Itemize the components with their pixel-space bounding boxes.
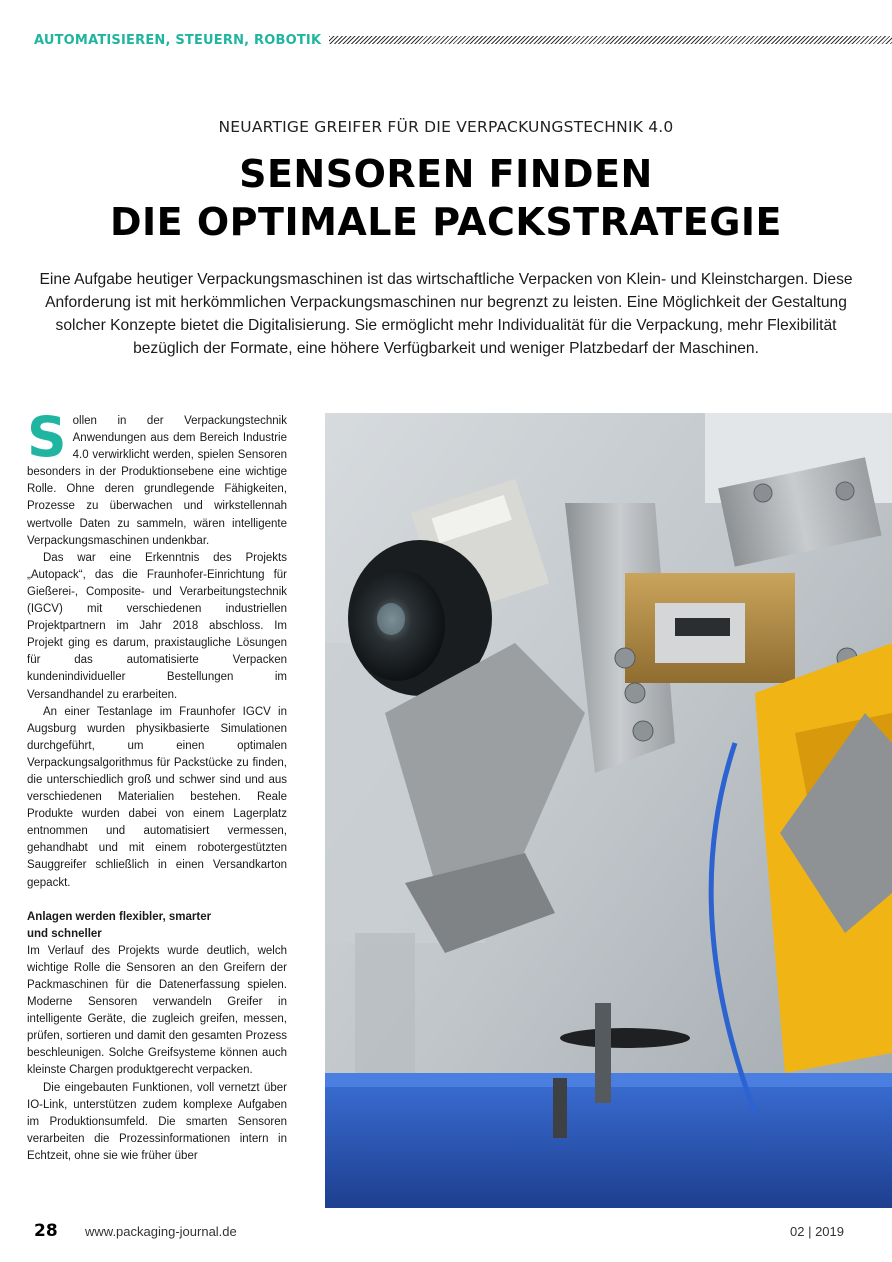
article-lead: Eine Aufgabe heutiger Verpackungsmaschinen ist das wirtschaftliche Verpacken von Klein- und Kleinstchargen. Diese Anforderung ist mit herkömmlichen Verpackungsmaschinen nur begrenzt zu leisten. Eine Möglichkeit der Gestaltung solcher Konzepte bietet die Digitalisierung. Sie ermöglicht mehr Individualität für die Verpackung, mehr Flexibilität bezüglich der Formate, eine höhere Verfügbarkeit und weniger Platzbedarf der Maschinen. (39, 271, 853, 357)
paragraph-3: An einer Testanlage im Fraunhofer IGCV in Augsburg wurden physikbasierte Simulationen durchgeführt, um einen optimalen Verpackungsalgorithmus für Packstücke zu finden, die unterschiedlich groß und schwer sind und aus verschiedenen Materialien bestehen. Reale Produkte wurden dabei von einem Lagerplatz entnommen und automatisiert vermessen, gehandhabt und mit einem robotergestützten Sauggreifer schließlich in einen Versandkarton gepackt. (27, 705, 287, 889)
subheading (27, 909, 287, 943)
paragraph-4: Im Verlauf des Projekts wurde deutlich, welch wichtige Rolle die Sensoren an den Greifern der Packmaschinen für die Datenerfassung spielen. Moderne Sensoren verwandeln Greifer in intelligente Geräte, die zugleich greifen, messen, prüfen, sortieren und damit den gesamten Prozess beschleunigen. Solche Greifsysteme können auch kleinste Chargen produktgerecht verpacken. (27, 944, 287, 1077)
section-hatch-rule (329, 36, 892, 44)
subheading-line-1: Anlagen werden flexibler, smarter (27, 910, 212, 923)
footer-issue: 02 | 2019 (790, 1224, 844, 1239)
article-title-line-1: SENSOREN FINDEN (239, 152, 653, 196)
paragraph-5: Die eingebauten Funktionen, voll vernetzt über IO-Link, unterstützen zudem komplexe Aufgaben im Produktionsumfeld. Die smarten Sensoren verarbeiten die Prozessinformationen intern in Echtzeit, ohne sie wie früher über (27, 1081, 287, 1162)
section-label: AUTOMATISIEREN, STEUERN, ROBOTIK (34, 32, 322, 48)
paragraph-2: Das war eine Erkenntnis des Projekts „Autopack“, das die Fraunhofer-Einrichtung für Gießerei-, Composite- und Verarbeitungstechnik (IGCV) mit verschiedenen industriellen Projektpartnern im Jahr 2018 abschloss. Im Projekt ging es darum, praxistaugliche Lösungen für das automatisierte Verpacken kundenindividueller Bestellungen im Versandhandel zu erarbeiten. (27, 551, 287, 701)
paragraph-1-text: ollen in der Verpackungstechnik Anwendungen aus dem Bereich Industrie 4.0 verwirklicht werden, spielen Sensoren besonders in der Produktionsebene eine wichtige Rolle. Ohne deren grundlegende Fähigkeiten, Prozesse zu überwachen und wirkstellennah wertvolle Daten zu sammeln, wären intelligente Verpackungsmaschinen undenkbar. (27, 415, 287, 547)
article-kicker: NEUARTIGE GREIFER FÜR DIE VERPACKUNGSTECHNIK 4.0 (218, 118, 674, 136)
section-header (34, 30, 892, 50)
paragraph-1 (27, 413, 287, 550)
article-title-line-2: DIE OPTIMALE PACKSTRATEGIE (110, 200, 782, 244)
article-body-column (27, 413, 287, 1193)
page-number: 28 (34, 1221, 58, 1241)
footer-url: www.packaging-journal.de (85, 1224, 237, 1239)
article-photo (325, 413, 892, 1208)
article-title (0, 150, 892, 246)
gripper-camera-photo (325, 413, 892, 1208)
drop-cap: S (27, 413, 67, 469)
subheading-line-2: und schneller (27, 927, 102, 940)
